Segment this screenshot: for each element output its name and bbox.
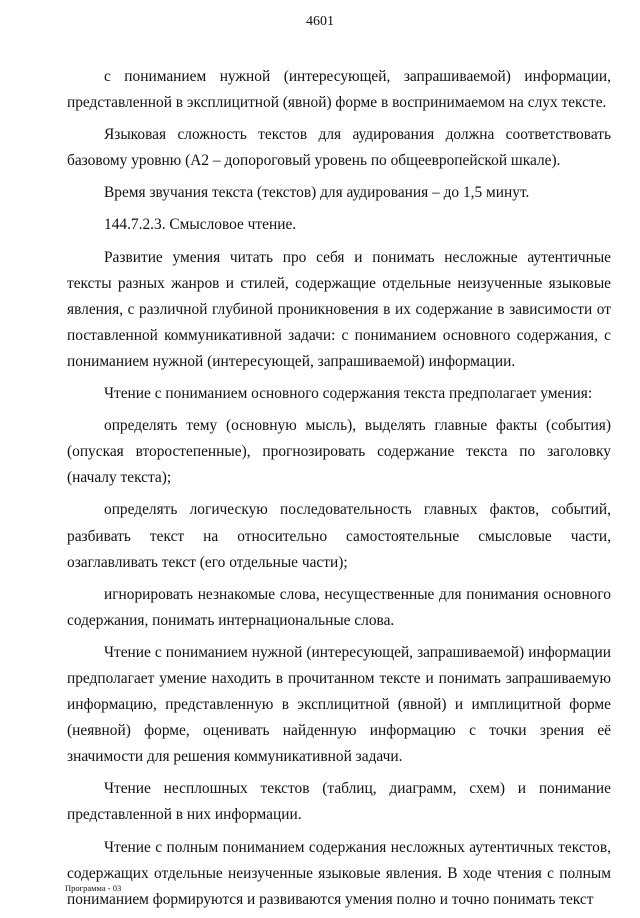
paragraph-6: определять тему (основную мысль), выделять главные факты (события) (опуская второстепенные), прогнозировать содержание текста по заголовку (началу текста); (67, 417, 611, 487)
document-body (67, 64, 611, 913)
section-heading: 144.7.2.3. Смысловое чтение. (104, 216, 297, 234)
paragraph-8: игнорировать незнакомые слова, несущественные для понимания основного содержания, понимать интернациональные слова. (67, 585, 611, 629)
paragraph-9: Чтение с пониманием нужной (интересующей, запрашиваемой) информации предполагает умение находить в прочитанном тексте и понимать запрашиваемую информацию, представленную в эксплицитной (явной) и имплицитной форме (неявной) форме, оценивать найденную информацию с точки зрения её значимости для решения коммуникативной задачи. (67, 643, 611, 766)
paragraph-5: Чтение с пониманием основного содержания текста предполагает умения: (104, 385, 593, 403)
footer-label: Программа - 03 (65, 883, 122, 893)
paragraph-4: Развитие умения читать про себя и понимать несложные аутентичные тексты разных жанров и стилей, содержащие отдельные неизученные языковые явления, с различной глубиной проникновения в их содержание в зависимости от поставленной коммуникативной задачи: с пониманием основного содержания, с пониманием нужной (интересующей, запрашиваемой) информации. (67, 248, 611, 370)
paragraph-3: Время звучания текста (текстов) для аудирования – до 1,5 минут. (104, 184, 530, 202)
paragraph-2: Языковая сложность текстов для аудирования должна соответствовать базовому уровню (А2 – допороговый уровень по общеевропейской шкале). (67, 126, 611, 170)
paragraph-10: Чтение несплошных текстов (таблиц, диаграмм, схем) и понимание представленной в них информации. (67, 780, 611, 824)
paragraph-7: определять логическую последовательность главных фактов, событий, разбивать текст на относительно самостоятельные смысловые части, озаглавливать текст (его отдельные части); (67, 501, 611, 571)
paragraph-11: Чтение с полным пониманием содержания несложных аутентичных текстов, содержащих отдельные неизученные языковые явления. В ходе чтения с полным пониманием формируются и развиваются умения полно и точно понимать текст (67, 838, 611, 908)
page-number: 4601 (306, 14, 334, 29)
paragraph-1: с пониманием нужной (интересующей, запрашиваемой) информации, представленной в эксплицитной (явной) форме в воспринимаемом на слух тексте. (67, 68, 611, 112)
